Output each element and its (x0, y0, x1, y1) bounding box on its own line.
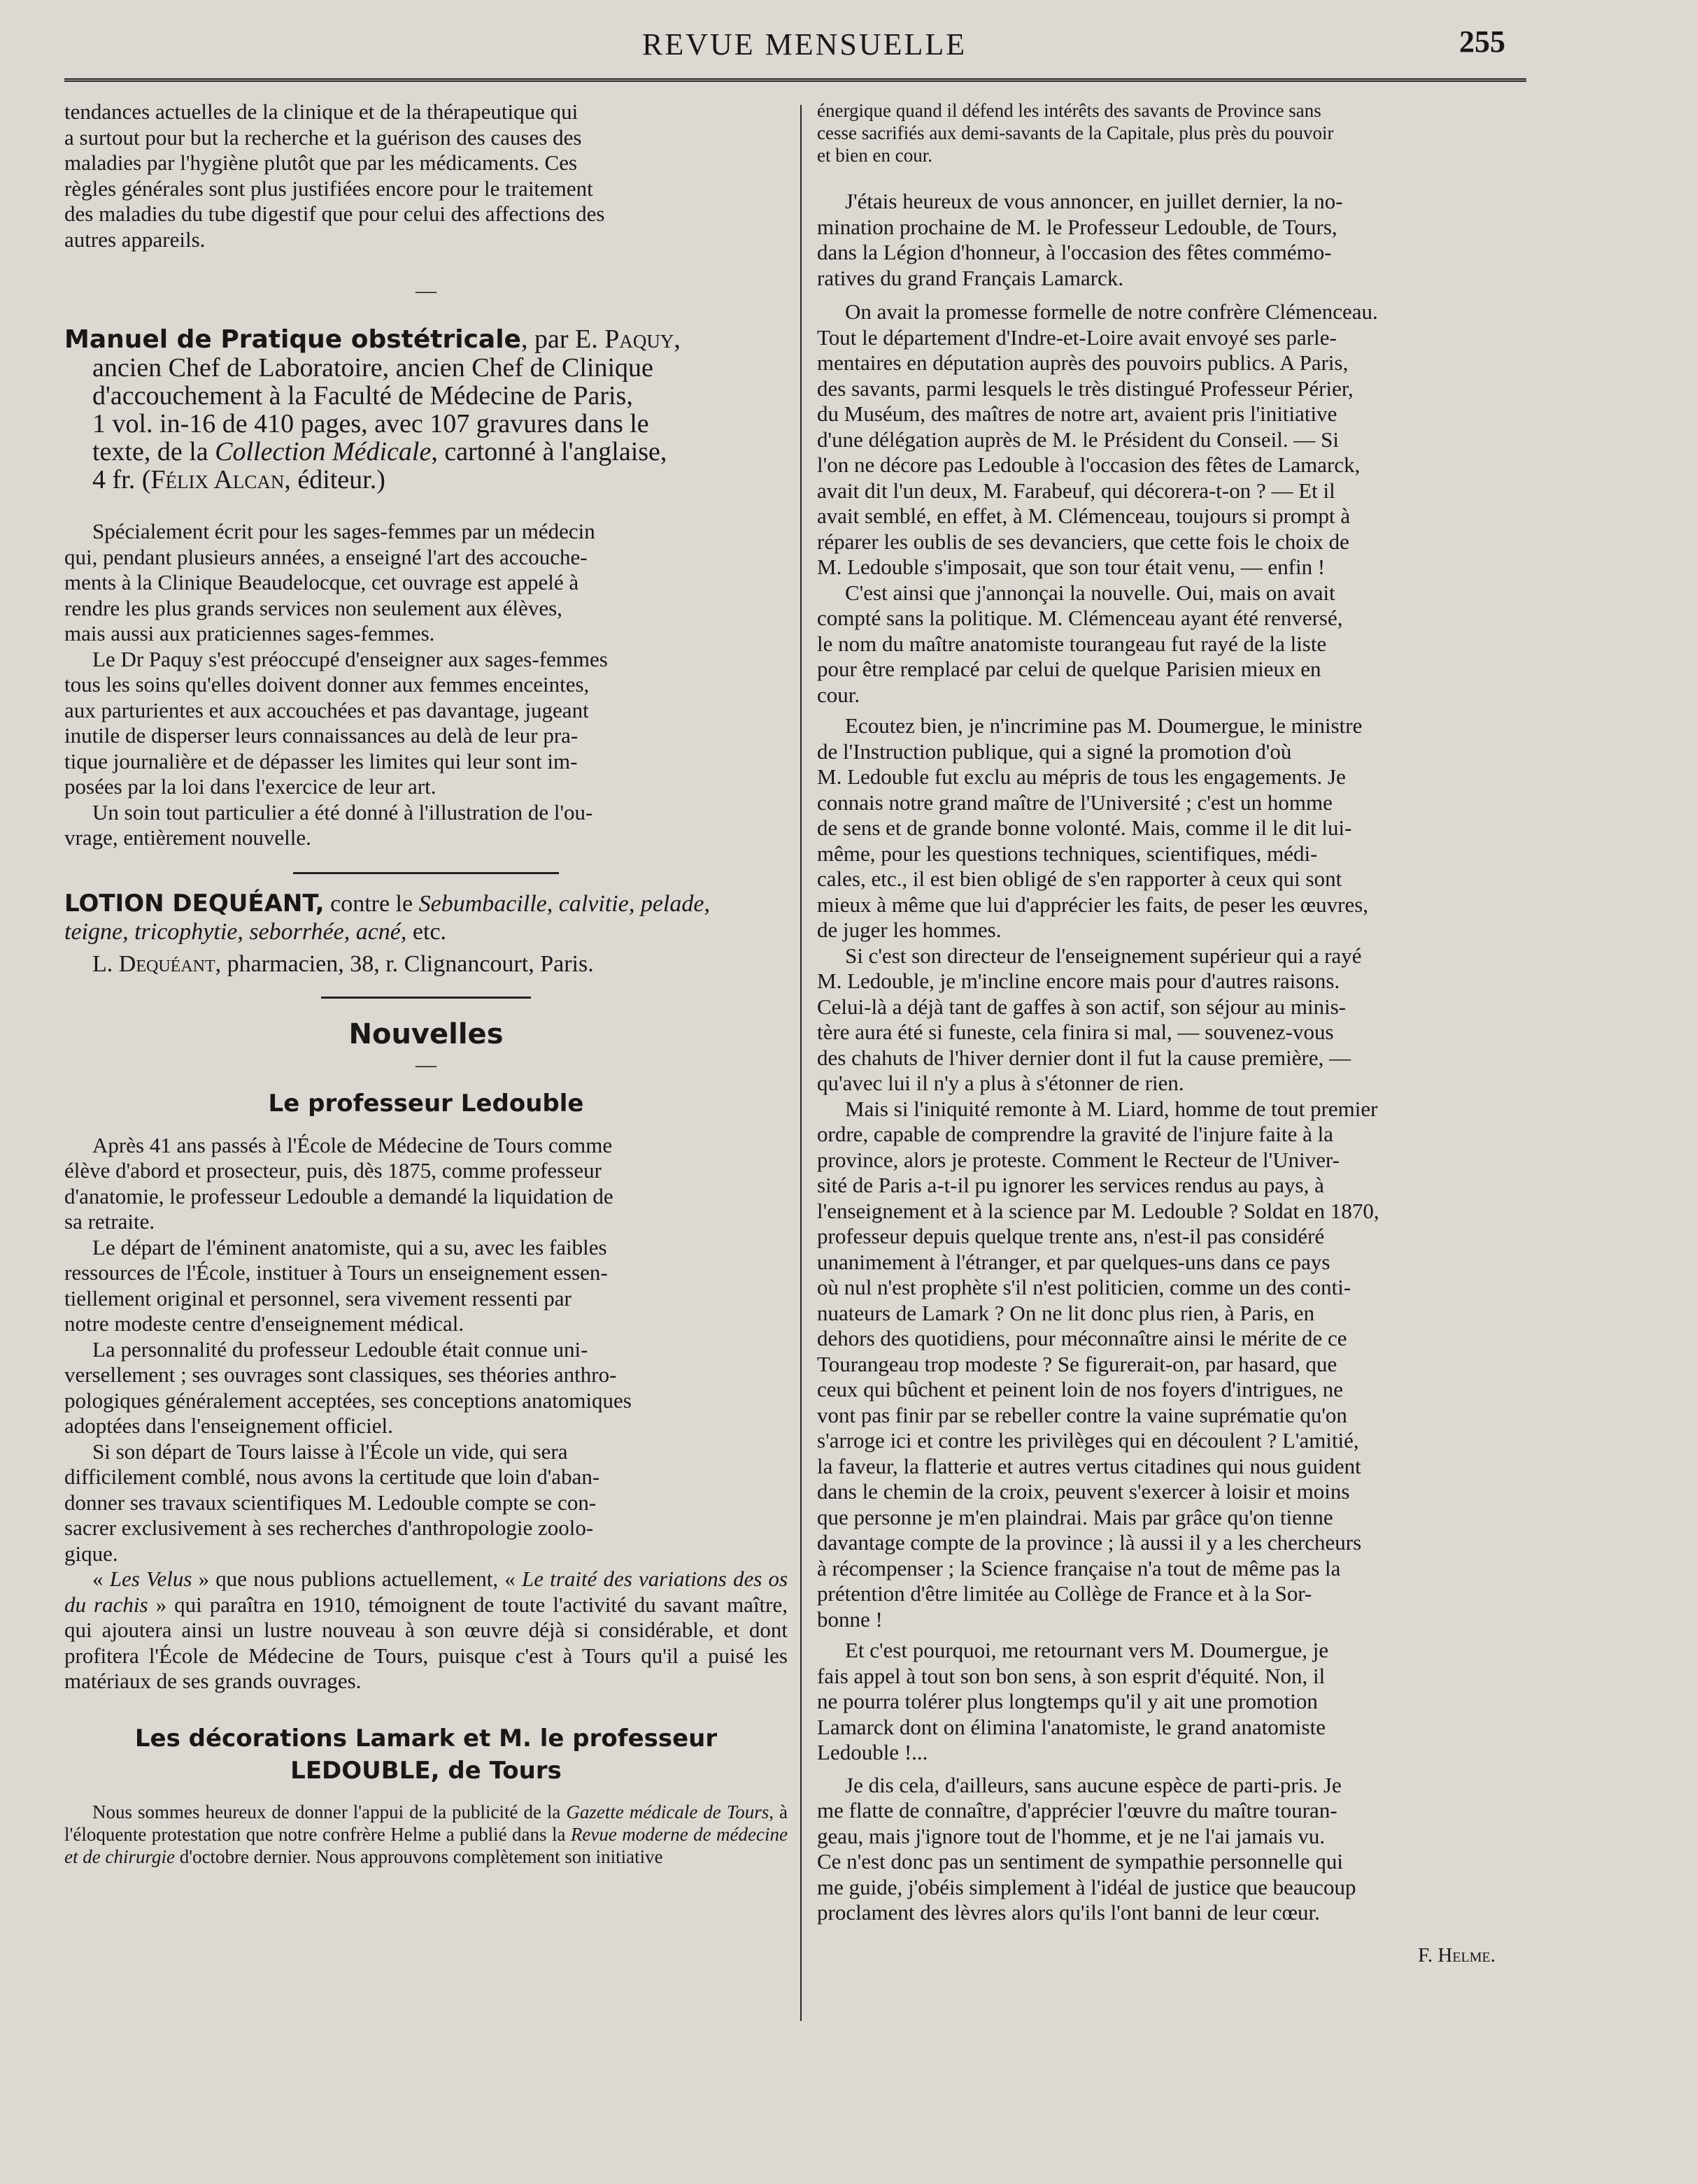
text-line: On avait la promesse formelle de notre confrère Clémenceau. (845, 299, 1378, 324)
book-review-paragraph (64, 800, 788, 851)
text-line: mais aussi aux praticiennes sages-femmes. (64, 621, 435, 645)
helme-paragraph (817, 299, 1538, 580)
text-line: l'on ne décore pas Ledouble à l'occasion des fêtes de Lamarck, (817, 452, 1361, 477)
text-line: M. Ledouble fut exclu au mépris de tous les engagements. Je (817, 764, 1346, 789)
advert-text: etc. (406, 918, 447, 945)
text-line: donner ses travaux scientifiques M. Ledouble compte se con- (64, 1490, 597, 1515)
text-line: Ce n'est donc pas un sentiment de sympathie personnelle qui (817, 1849, 1344, 1873)
text-line (64, 890, 788, 918)
text-line: ratives du grand Français Lamarck. (817, 265, 1124, 290)
book-text: , (674, 324, 681, 354)
text-line: M. Ledouble s'imposait, que son tour était venu, — enfin ! (817, 555, 1326, 579)
separator-dash: — (416, 279, 436, 302)
journal-title: REVUE MENSUELLE (642, 27, 967, 62)
lamark-heading (64, 1722, 788, 1787)
author-signature (817, 1944, 1538, 1967)
text-line: versellement ; ses ouvrages sont classiques, ses théories anthro- (64, 1362, 617, 1387)
text-line: aux parturientes et aux accouchées et pas davantage, jugeant (64, 697, 589, 722)
text-line: qui, pendant plusieurs années, a enseigné l'art des accouche- (64, 544, 588, 569)
text-line: qu'avec lui il n'y a plus à s'étonner de rien. (817, 1071, 1184, 1095)
text-line: J'étais heureux de vous annoncer, en juillet dernier, la no- (845, 189, 1343, 213)
text-line: La personnalité du professeur Ledouble était connue uni- (92, 1336, 588, 1362)
text-line: fais appel à tout son bon sens, à son esprit d'équité. Non, il (817, 1663, 1326, 1688)
intro-paragraph (64, 99, 788, 252)
text-line: Spécialement écrit pour les sages-femmes par un médecin (92, 519, 595, 543)
text-line: la faveur, la flatterie et autres vertus citadines qui nous guident (817, 1453, 1361, 1478)
text-line: ments à la Clinique Beaudelocque, cet ouvrage est appelé à (64, 570, 579, 594)
text-line: vont pas finir par se rebeller contre la vaine suprématie qu'on (817, 1402, 1347, 1427)
text-line (92, 438, 788, 466)
paragraph-text: , à l'éloquente protestation que notre confrère Helme a publié dans la (64, 1801, 788, 1845)
helme-paragraph (817, 713, 1538, 943)
text-line: cales, etc., il est bien obligé de s'en rapporter à ceux qui sont (817, 866, 1342, 891)
text-line: unanimement à l'étranger, et par quelques-uns dans ce pays (817, 1249, 1330, 1274)
text-line: C'est ainsi que j'annonçai la nouvelle. Oui, mais on avait (845, 580, 1335, 605)
helme-paragraph (817, 580, 1538, 708)
text-line: avait dit l'un deux, M. Farabeuf, qui décorera-t-on ? — Et il (817, 478, 1335, 503)
paragraph-text: « (92, 1566, 110, 1591)
helme-paragraph (817, 1097, 1538, 1633)
ledouble-paragraph (64, 1133, 788, 1235)
text-line: tous les soins qu'elles doivent donner aux femmes enceintes, (64, 672, 590, 697)
text-line: ressources de l'École, instituer à Tours un enseignement essen- (64, 1260, 608, 1285)
text-line: bonne ! (817, 1606, 883, 1632)
text-line: des maladies du tube digestif que pour celui des affections des (64, 201, 605, 226)
right-column (817, 99, 1538, 1967)
paragraph-text: d'octobre dernier. Nous approuvons complètement son initiative (174, 1846, 663, 1867)
ledouble-paragraph (64, 1439, 788, 1567)
text-line: d'accouchement à la Faculté de Médecine de Paris, (92, 381, 633, 411)
lotion-advert (64, 890, 788, 978)
text-line: 1 vol. in-16 de 410 pages, avec 107 gravures dans le (92, 409, 649, 438)
ledouble-paragraph (64, 1235, 788, 1337)
text-line: même, pour les questions techniques, scientifiques, médi- (817, 841, 1318, 866)
text-line: ceux qui bûchent et peinent loin de nos foyers d'intrigues, ne (817, 1377, 1343, 1401)
text-line: davantage compte de la province ; là aussi il y a les chercheurs (817, 1530, 1362, 1555)
advert-italic: Sebumbacille, calvitie, pelade, (418, 890, 710, 917)
section-rule (321, 997, 531, 999)
text-line: s'arroge ici et contre les privilèges qui en découlent ? L'amitié, (817, 1428, 1359, 1453)
text-line: prétention d'être limitée au Collège de France et à la Sor- (817, 1581, 1312, 1606)
text-line: Si son départ de Tours laisse à l'École un vide, qui sera (92, 1439, 568, 1464)
text-line: Celui-là a déjà tant de gaffes à son actif, son séjour au minis- (817, 994, 1347, 1019)
text-line: Ecoutez bien, je n'incrimine pas M. Doumergue, le ministre (845, 713, 1363, 738)
text-line: d'une délégation auprès de M. le Président du Conseil. — Si (817, 427, 1340, 452)
heading-line: Les décorations Lamark et M. le professeur (134, 1724, 718, 1753)
lamark-intro (64, 1801, 788, 1868)
text-line: Tout le département d'Indre-et-Loire avait envoyé ses parle- (817, 324, 1337, 350)
text-line: tiellement original et personnel, sera vivement ressenti par (64, 1285, 571, 1311)
section-rule (293, 872, 559, 874)
paragraph-text: Nous sommes heureux de donner l'appui de la publicité de la (92, 1801, 567, 1822)
text-line: de l'Instruction publique, qui a signé la promotion d'où (817, 738, 1292, 764)
collection-name: Collection Médicale (215, 437, 432, 466)
text-line: ne pourra tolérer plus longtemps qu'il y ait une promotion (817, 1689, 1318, 1713)
advert-text: contre le (324, 890, 419, 917)
text-line: connais notre grand maître de l'Université ; c'est un homme (817, 790, 1333, 815)
text-line: élève d'abord et prosecteur, puis, dès 1875, comme professeur (64, 1158, 602, 1183)
text-line: vrage, entièrement nouvelle. (64, 825, 311, 850)
advert-text: L. (92, 950, 119, 977)
text-line: difficilement comblé, nous avons la certitude que loin d'aban- (64, 1464, 600, 1489)
text-line: cesse sacrifiés aux demi-savants de la Capitale, plus près du pouvoir (817, 122, 1334, 143)
running-header (0, 24, 1697, 69)
text-line: adoptées dans l'enseignement officiel. (64, 1413, 393, 1438)
text-line: Le départ de l'éminent anatomiste, qui a su, avec les faibles (92, 1234, 607, 1259)
text-line: geau, mais j'ignore tout de l'homme, et je ne l'ai jamais vu. (817, 1823, 1326, 1848)
journal-name-italic: Gazette médicale de Tours (566, 1801, 769, 1822)
helme-paragraph (817, 1773, 1538, 1926)
journal-name-italic: Revue moderne de médecine et de chirurgie (64, 1823, 788, 1867)
text-line: sacrer exclusivement à ses recherches d'anthropologie zoolo- (64, 1515, 594, 1540)
text-line: gique. (64, 1541, 118, 1566)
text-line: Après 41 ans passés à l'École de Médecine de Tours comme (92, 1132, 613, 1157)
text-line: autres appareils. (64, 227, 206, 252)
ledouble-paragraph (64, 1566, 788, 1694)
text-line: que personne je m'en plaindrai. Mais par grâce qu'on tienne (817, 1504, 1333, 1529)
advert-italic: teigne, tricophytie, seborrhée, acné, (64, 918, 407, 945)
book-publisher: Félix Alcan (150, 465, 285, 494)
book-text: , éditeur.) (284, 465, 385, 494)
text-line: mentaires en députation auprès des pouvoirs publics. A Paris, (817, 350, 1349, 375)
text-line: posées par la loi dans l'exercice de leur art. (64, 774, 436, 799)
text-line: ordre, capable de comprendre la gravité de l'injure faite à la (817, 1122, 1334, 1146)
text-line: des chahuts de l'hiver dernier dont il fut la cause première, — (817, 1045, 1351, 1070)
text-line: maladies par l'hygiène plutôt que par les médicaments. Ces (64, 150, 578, 175)
text-line: mination prochaine de M. le Professeur Ledouble, de Tours, (817, 214, 1337, 239)
text-line: Et c'est pourquoi, me retournant vers M. Doumergue, je (845, 1638, 1329, 1662)
paragraph-text: » que nous publions actuellement, « (192, 1566, 522, 1591)
text-line: règles générales sont plus justifiées encore pour le traitement (64, 176, 593, 201)
helme-paragraph (817, 189, 1538, 291)
text-line: nuateurs de Lamark ? On ne lit donc plus rien, à Paris, en (817, 1300, 1315, 1325)
text-line: sa retraite. (64, 1209, 155, 1234)
text-line: réparer les oublis de ses devanciers, que cette fois le choix de (817, 529, 1349, 554)
text-line: dehors des quotidiens, pour méconnaître ainsi le mérite de ce (817, 1326, 1347, 1350)
text-line: énergique quand il défend les intérêts des savants de Province sans (817, 100, 1321, 121)
signature-text: F. Helme. (1418, 1943, 1496, 1967)
text-line: le nom du maître anatomiste tourangeau fut rayé de la liste (817, 631, 1327, 656)
book-notice (64, 325, 788, 494)
text-line: sité de Paris a-t-il pu ignorer les services rendus au pays, à (817, 1173, 1324, 1197)
helme-paragraph (817, 943, 1538, 1097)
text-line: me guide, j'obéis simplement à l'idéal de justice que beaucoup (817, 1874, 1356, 1899)
page-number: 255 (1459, 24, 1505, 59)
text-line: où nul n'est prophète s'il n'est politicien, comme un des conti- (817, 1275, 1351, 1299)
text-line: cour. (817, 682, 860, 707)
book-text: , cartonné à l'anglaise, (431, 437, 667, 466)
text-line: Ledouble !... (817, 1740, 928, 1764)
pharmacist-name: Dequéant (118, 950, 215, 977)
text-line: ancien Chef de Laboratoire, ancien Chef de Clinique (92, 353, 653, 383)
text-line: Le Dr Paquy s'est préoccupé d'enseigner aux sages-femmes (92, 646, 608, 671)
text-line: l'enseignement et à la science par M. Ledouble ? Soldat en 1870, (817, 1198, 1379, 1223)
text-line: avait semblé, en effet, à M. Clémenceau, toujours si prompt à (817, 504, 1351, 528)
text-line (92, 466, 788, 494)
text-line: du Muséum, des maîtres de notre art, avaient pris l'initiative (817, 401, 1337, 426)
text-line: mieux à même que lui d'apprécier les faits, de peser les œuvres, (817, 892, 1369, 917)
text-line: dans le chemin de la croix, peuvent s'exercer à loisir et moins (817, 1479, 1350, 1504)
text-line: Lamarck dont on élimina l'anatomiste, le grand anatomiste (817, 1714, 1326, 1739)
text-line: à récompenser ; la Science française n'a tout de même pas la (817, 1555, 1341, 1580)
text-line: Tourangeau trop modeste ? Se figurerait-on, par hasard, que (817, 1351, 1337, 1376)
book-text: 4 fr. ( (92, 465, 151, 494)
text-line: dans la Légion d'honneur, à l'occasion des fêtes commémo- (817, 240, 1332, 264)
nouvelles-heading: Nouvelles (348, 1018, 504, 1050)
text-line: proclament des lèvres alors qu'ils l'ont banni de leur cœur. (817, 1900, 1320, 1925)
text-line: Je dis cela, d'ailleurs, sans aucune espèce de parti-pris. Je (845, 1772, 1342, 1797)
text-line: Si c'est son directeur de l'enseignement supérieur qui a rayé (845, 943, 1362, 968)
text-line: inutile de disperser leurs connaissances au delà de leur pra- (64, 723, 578, 748)
header-rule (64, 78, 1526, 82)
book-text: , par E. (520, 324, 605, 354)
heading-line: LEDOUBLE, de Tours (290, 1756, 562, 1785)
left-column (64, 99, 788, 1868)
advert-text: , pharmacien, 38, r. Clignancourt, Paris. (215, 950, 594, 977)
continued-intro (817, 99, 1538, 166)
book-title-italic: Les Velus (109, 1566, 192, 1591)
text-line: province, alors je proteste. Comment le Recteur de l'Univer- (817, 1147, 1340, 1172)
text-line: et bien en cour. (817, 145, 932, 166)
text-line: d'anatomie, le professeur Ledouble a demandé la liquidation de (64, 1183, 613, 1208)
book-title-italic: Le traité des variations des os du rachis (64, 1566, 788, 1617)
book-text: texte, de la (92, 437, 215, 466)
separator-dash: — (416, 1052, 436, 1076)
text-line: rendre les plus grands services non seulement aux élèves, (64, 595, 562, 620)
text-line: tendances actuelles de la clinique et de la thérapeutique qui (64, 99, 578, 124)
text-line (64, 950, 788, 978)
ledouble-heading: Le professeur Ledouble (268, 1089, 584, 1118)
paragraph-text: » qui paraîtra en 1910, témoignent de toute l'activité du savant maître, qui ajoutera ainsi un lustre nouveau à son œuvre déjà si considérable, et dont profitera l'École de Médecine de Tours, puisque c'est à Tours qu'il a puisé les matériaux de ses grands ouvrages. (64, 1592, 788, 1693)
text-line (64, 918, 788, 946)
book-review-paragraph (64, 647, 788, 800)
text-line: compté sans la politique. M. Clémenceau ayant été renversé, (817, 606, 1343, 630)
text-line: des savants, parmi lesquels le très distingué Professeur Périer, (817, 376, 1354, 401)
text-line: pologiques généralement acceptées, ses conceptions anatomiques (64, 1387, 632, 1413)
helme-paragraph (817, 1638, 1538, 1766)
text-line: de sens et de grande bonne volonté. Mais, comme il le dit lui- (817, 815, 1352, 840)
text-line: Un soin tout particulier a été donné à l'illustration de l'ou- (92, 799, 593, 825)
lotion-name: LOTION DEQUÉANT, (64, 889, 325, 918)
book-details (64, 354, 788, 494)
book-title: Manuel de Pratique obstétricale (64, 325, 521, 354)
text-line: tère aura été si funeste, cela finira si mal, — souvenez-vous (817, 1020, 1334, 1044)
text-line: me flatte de connaître, d'apprécier l'œuvre du maître touran- (817, 1798, 1337, 1822)
text-line: pour être remplacé par celui de quelque Parisien mieux en (817, 657, 1321, 681)
book-review-paragraph (64, 519, 788, 647)
text-line: de juger les hommes. (817, 918, 1002, 942)
book-notice-line (64, 325, 788, 354)
text-line: notre modeste centre d'enseignement médical. (64, 1311, 464, 1336)
text-line: a surtout pour but la recherche et la guérison des causes des (64, 124, 582, 150)
text-line: M. Ledouble, je m'incline encore mais pour d'autres raisons. (817, 969, 1340, 993)
book-author: Paquy (604, 324, 674, 354)
ledouble-paragraph (64, 1337, 788, 1439)
text-line: professeur depuis quelque trente ans, n'est-il pas considéré (817, 1224, 1325, 1248)
text-line: tique journalière et de dépasser les limites qui leur sont im- (64, 748, 578, 773)
column-divider (800, 105, 802, 2021)
text-line: Mais si l'iniquité remonte à M. Liard, homme de tout premier (845, 1096, 1378, 1121)
